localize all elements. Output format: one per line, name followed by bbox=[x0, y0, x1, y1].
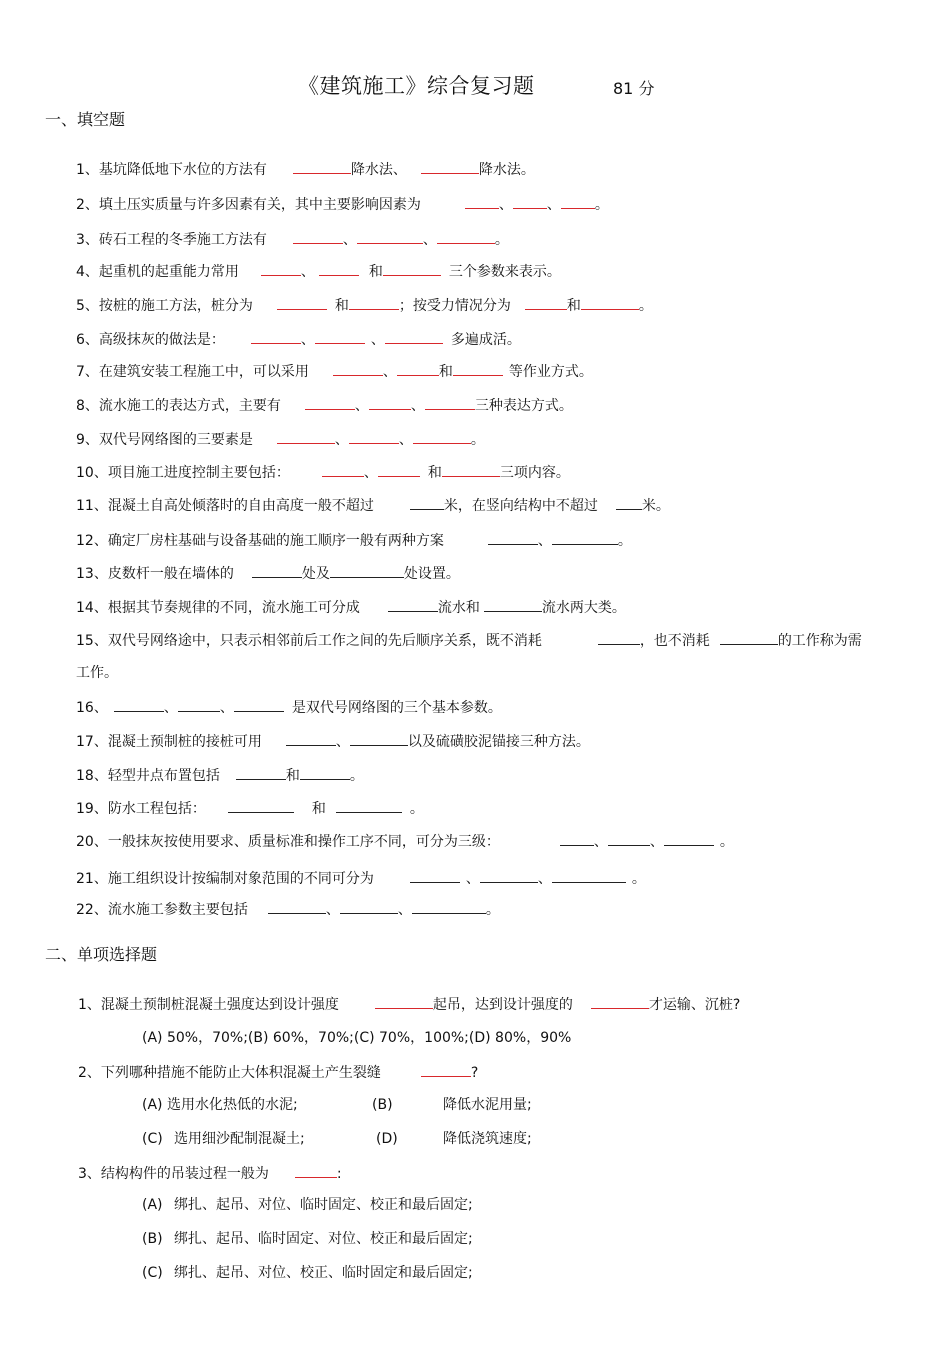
answer-blank[interactable] bbox=[236, 764, 286, 780]
answer-blank[interactable] bbox=[388, 596, 438, 612]
question-text: 14、根据其节奏规律的不同，流水施工可分成 bbox=[76, 600, 360, 616]
question-4 bbox=[76, 260, 561, 282]
answer-blank[interactable] bbox=[333, 360, 383, 376]
question-text: 降水法。 bbox=[478, 162, 535, 178]
question-text: 。 bbox=[631, 871, 646, 887]
question-15-continuation bbox=[76, 663, 118, 683]
answer-blank[interactable] bbox=[413, 428, 471, 444]
answer-blank[interactable] bbox=[268, 898, 326, 914]
answer-blank[interactable] bbox=[608, 830, 650, 846]
answer-blank[interactable] bbox=[561, 193, 595, 209]
question-text: 3、结构构件的吊装过程一般为 bbox=[78, 1166, 269, 1182]
answer-blank[interactable] bbox=[315, 328, 365, 344]
answer-blank[interactable] bbox=[480, 867, 538, 883]
question-text: 处设置。 bbox=[403, 566, 460, 582]
answer-blank[interactable] bbox=[421, 158, 479, 174]
answer-blank[interactable] bbox=[330, 562, 404, 578]
question-text: 10、项目施工进度控制主要包括： bbox=[76, 465, 290, 481]
answer-blank[interactable] bbox=[286, 730, 336, 746]
answer-blank[interactable] bbox=[720, 629, 778, 645]
choice-question-2 bbox=[78, 1061, 478, 1083]
question-text: 、 bbox=[325, 902, 340, 918]
option-d[interactable]: (D) 80% bbox=[468, 1030, 527, 1046]
question-18 bbox=[76, 764, 364, 786]
question-text: 、 bbox=[398, 432, 413, 448]
answer-blank[interactable] bbox=[349, 428, 399, 444]
question-text: 、 bbox=[546, 197, 561, 213]
answer-blank[interactable] bbox=[552, 529, 618, 545]
question-text: 三种表达方式。 bbox=[474, 398, 573, 414]
question-10 bbox=[76, 461, 570, 483]
answer-blank[interactable] bbox=[437, 228, 495, 244]
question-text: 。 bbox=[494, 232, 509, 248]
answer-blank[interactable] bbox=[513, 193, 547, 209]
option-c-sep: ， bbox=[410, 1030, 425, 1046]
question-text: 、 bbox=[334, 432, 349, 448]
section-heading-single-choice: 二、单项选择题 bbox=[45, 945, 158, 964]
question-text: ，也不消耗 bbox=[639, 633, 710, 649]
question-text: 4、起重机的起重能力常用 bbox=[76, 264, 239, 280]
choice-2-option-d-label[interactable]: (D) bbox=[376, 1131, 398, 1147]
question-text: 16、 bbox=[76, 700, 108, 716]
question-text: 、 bbox=[537, 871, 552, 887]
question-text: 。 bbox=[594, 197, 609, 213]
question-text: 5、按桩的施工方法，桩分为 bbox=[76, 298, 253, 314]
answer-blank[interactable] bbox=[383, 260, 441, 276]
question-text: 和 bbox=[334, 298, 349, 314]
answer-blank[interactable] bbox=[295, 1162, 337, 1178]
question-5 bbox=[76, 294, 653, 316]
question-text: 2、下列哪种措施不能防止大体积混凝土产生裂缝 bbox=[78, 1065, 381, 1081]
question-text: 12、确定厂房柱基础与设备基础的施工顺序一般有两种方案 bbox=[76, 533, 444, 549]
question-text: 22、流水施工参数主要包括 bbox=[76, 902, 248, 918]
question-text: 三个参数来表示。 bbox=[448, 264, 561, 280]
question-text: 、 bbox=[397, 902, 412, 918]
question-text: 、 bbox=[649, 834, 664, 850]
question-text: 15、双代号网络途中，只表示相邻前后工作之间的先后顺序关系，既不消耗 bbox=[76, 633, 542, 649]
question-6 bbox=[76, 328, 521, 350]
question-text: 1、混凝土预制桩混凝土强度达到设计强度 bbox=[78, 997, 339, 1013]
answer-blank[interactable] bbox=[261, 260, 301, 276]
answer-blank[interactable] bbox=[412, 898, 486, 914]
answer-blank[interactable] bbox=[442, 461, 500, 477]
question-11 bbox=[76, 494, 670, 516]
option-a[interactable]: (A) 50%， bbox=[142, 1030, 213, 1046]
question-text: 、 bbox=[163, 700, 178, 716]
question-text: ? bbox=[470, 1065, 479, 1081]
choice-3-option-b-label[interactable]: (B) bbox=[142, 1231, 163, 1247]
question-text: 流水和 bbox=[437, 600, 480, 616]
answer-blank[interactable] bbox=[410, 867, 460, 883]
question-text: 20、一般抹灰按使用要求、质量标准和操作工序不同，可分为三级： bbox=[76, 834, 500, 850]
section-heading-fill-blank: 一、填空题 bbox=[45, 110, 126, 129]
question-8 bbox=[76, 394, 573, 416]
question-16 bbox=[76, 696, 502, 718]
question-1 bbox=[76, 158, 535, 180]
choice-2-option-b-label[interactable]: (B) bbox=[372, 1097, 393, 1113]
answer-blank[interactable] bbox=[251, 328, 301, 344]
answer-blank[interactable] bbox=[340, 898, 398, 914]
option-d-value: 90% bbox=[540, 1030, 572, 1046]
question-text: 。 bbox=[638, 298, 653, 314]
answer-blank[interactable] bbox=[465, 193, 499, 209]
question-text: 、 bbox=[498, 197, 513, 213]
choice-2-option-a[interactable]: (A) 选用水化热低的水泥; bbox=[142, 1097, 298, 1113]
choice-3-option-b: 绑扎、起吊、临时固定、对位、校正和最后固定; bbox=[174, 1231, 473, 1247]
answer-blank[interactable] bbox=[488, 529, 538, 545]
question-13 bbox=[76, 562, 460, 584]
choice-3-option-c: 绑扎、起吊、对位、校正、临时固定和最后固定; bbox=[174, 1265, 473, 1281]
question-text: 、 bbox=[219, 700, 234, 716]
answer-blank[interactable] bbox=[252, 562, 302, 578]
question-text: 7、在建筑安装工程施工中，可以采用 bbox=[76, 364, 309, 380]
choice-question-3 bbox=[78, 1162, 342, 1184]
answer-blank[interactable] bbox=[319, 260, 359, 276]
question-text: 三项内容。 bbox=[499, 465, 570, 481]
question-3 bbox=[76, 228, 509, 250]
answer-blank[interactable] bbox=[293, 158, 351, 174]
question-19 bbox=[76, 797, 424, 819]
question-text: 工作。 bbox=[76, 665, 118, 681]
choice-3-option-a-label[interactable]: (A) bbox=[142, 1197, 163, 1213]
answer-blank[interactable] bbox=[369, 394, 411, 410]
answer-blank[interactable] bbox=[560, 830, 594, 846]
question-text: 和 bbox=[311, 801, 326, 817]
question-text: 。 bbox=[470, 432, 485, 448]
question-text: 、 bbox=[300, 264, 315, 280]
question-text: 等作业方式。 bbox=[508, 364, 593, 380]
option-c[interactable]: (C) 70% bbox=[353, 1030, 411, 1046]
question-text: 多遍成活。 bbox=[450, 332, 521, 348]
option-b[interactable]: (B) 60% bbox=[247, 1030, 305, 1046]
question-12 bbox=[76, 529, 632, 551]
answer-blank[interactable] bbox=[357, 228, 423, 244]
question-text: 降水法、 bbox=[350, 162, 407, 178]
question-text: 和 bbox=[566, 298, 581, 314]
answer-blank[interactable] bbox=[114, 696, 164, 712]
question-text: 、 bbox=[335, 734, 350, 750]
answer-blank[interactable] bbox=[664, 830, 714, 846]
question-14 bbox=[76, 596, 626, 618]
question-text: 1、基坑降低地下水位的方法有 bbox=[76, 162, 267, 178]
choice-1-options bbox=[142, 1028, 571, 1048]
answer-blank[interactable] bbox=[581, 294, 639, 310]
question-20 bbox=[76, 830, 734, 852]
choice-3-option-c-label[interactable]: (C) bbox=[142, 1265, 163, 1281]
question-9 bbox=[76, 428, 485, 450]
answer-blank[interactable] bbox=[300, 764, 350, 780]
question-text: 米。 bbox=[641, 498, 670, 514]
answer-blank[interactable] bbox=[525, 294, 567, 310]
question-text: 和 bbox=[427, 465, 442, 481]
question-15 bbox=[76, 629, 862, 651]
answer-blank[interactable] bbox=[336, 797, 402, 813]
question-text: 。 bbox=[485, 902, 500, 918]
page-title: 《建筑施工》综合复习题 bbox=[298, 74, 535, 98]
answer-blank[interactable] bbox=[453, 360, 503, 376]
question-text: 流水两大类。 bbox=[541, 600, 626, 616]
question-text: 21、施工组织设计按编制对象范围的不同可分为 bbox=[76, 871, 374, 887]
choice-question-1 bbox=[78, 993, 740, 1015]
question-text: 处及 bbox=[301, 566, 330, 582]
question-text: 。 bbox=[719, 834, 734, 850]
question-text: 2、填土压实质量与许多因素有关，其中主要影响因素为 bbox=[76, 197, 421, 213]
question-text: 6、高级抹灰的做法是： bbox=[76, 332, 225, 348]
question-text: 、 bbox=[363, 465, 378, 481]
answer-blank[interactable] bbox=[305, 394, 355, 410]
answer-blank[interactable] bbox=[228, 797, 294, 813]
question-text: 米，在竖向结构中不超过 bbox=[443, 498, 598, 514]
question-text: 是双代号网络图的三个基本参数。 bbox=[291, 700, 502, 716]
question-text: 19、防水工程包括： bbox=[76, 801, 206, 817]
answer-blank[interactable] bbox=[421, 1061, 471, 1077]
question-text: 、 bbox=[382, 364, 397, 380]
question-text: ；按受力情况分为 bbox=[398, 298, 511, 314]
question-text: 13、皮数杆一般在墙体的 bbox=[76, 566, 234, 582]
choice-2-option-c-label[interactable]: (C) bbox=[142, 1131, 163, 1147]
question-text: 和 bbox=[285, 768, 300, 784]
question-text: 3、砖石工程的冬季施工方法有 bbox=[76, 232, 267, 248]
question-7 bbox=[76, 360, 593, 382]
question-text: 才运输、沉桩? bbox=[648, 997, 741, 1013]
answer-blank[interactable] bbox=[277, 428, 335, 444]
answer-blank[interactable] bbox=[616, 494, 642, 510]
question-22 bbox=[76, 898, 500, 920]
answer-blank[interactable] bbox=[385, 328, 443, 344]
answer-blank[interactable] bbox=[375, 993, 433, 1009]
question-2 bbox=[76, 193, 609, 215]
question-text: 11、混凝土自高处倾落时的自由高度一般不超过 bbox=[76, 498, 374, 514]
score-label: 81 分 bbox=[613, 79, 655, 98]
question-text: 、 bbox=[593, 834, 608, 850]
option-a-value: 70%; bbox=[212, 1030, 248, 1046]
choice-2-option-b: 降低水泥用量; bbox=[443, 1097, 532, 1113]
question-text: 、 bbox=[342, 232, 357, 248]
option-d-sep: ， bbox=[526, 1030, 541, 1046]
answer-blank[interactable] bbox=[378, 461, 420, 477]
question-text: 、 bbox=[537, 533, 552, 549]
choice-3-option-a: 绑扎、起吊、对位、临时固定、校正和最后固定; bbox=[174, 1197, 473, 1213]
option-c-value: 100%; bbox=[424, 1030, 469, 1046]
question-text: 、 bbox=[465, 871, 480, 887]
question-text: 、 bbox=[422, 232, 437, 248]
answer-blank[interactable] bbox=[397, 360, 439, 376]
question-17 bbox=[76, 730, 590, 752]
question-text: 9、双代号网络图的三要素是 bbox=[76, 432, 253, 448]
answer-blank[interactable] bbox=[410, 494, 444, 510]
option-b-value: 70%; bbox=[318, 1030, 354, 1046]
question-text: 、 bbox=[410, 398, 425, 414]
answer-blank[interactable] bbox=[484, 596, 542, 612]
question-text: 、 bbox=[370, 332, 385, 348]
answer-blank[interactable] bbox=[234, 696, 284, 712]
answer-blank[interactable] bbox=[349, 294, 399, 310]
question-text: 17、混凝土预制桩的接桩可用 bbox=[76, 734, 262, 750]
answer-blank[interactable] bbox=[552, 867, 626, 883]
answer-blank[interactable] bbox=[277, 294, 327, 310]
question-text: 起吊，达到设计强度的 bbox=[432, 997, 573, 1013]
question-text: 8、流水施工的表达方式，主要有 bbox=[76, 398, 281, 414]
question-text: 。 bbox=[617, 533, 632, 549]
question-text: 的工作称为需 bbox=[777, 633, 862, 649]
answer-blank[interactable] bbox=[293, 228, 343, 244]
option-b-sep: ， bbox=[304, 1030, 319, 1046]
question-21 bbox=[76, 867, 646, 889]
choice-2-option-c: 选用细沙配制混凝土; bbox=[174, 1131, 305, 1147]
question-text: : bbox=[336, 1166, 342, 1182]
answer-blank[interactable] bbox=[322, 461, 364, 477]
question-text: 以及硫磺胶泥锚接三种方法。 bbox=[407, 734, 590, 750]
answer-blank[interactable] bbox=[591, 993, 649, 1009]
answer-blank[interactable] bbox=[598, 629, 640, 645]
choice-2-option-d: 降低浇筑速度; bbox=[443, 1131, 532, 1147]
question-text: 。 bbox=[409, 801, 424, 817]
answer-blank[interactable] bbox=[425, 394, 475, 410]
answer-blank[interactable] bbox=[350, 730, 408, 746]
question-text: 。 bbox=[349, 768, 364, 784]
question-text: 、 bbox=[354, 398, 369, 414]
answer-blank[interactable] bbox=[178, 696, 220, 712]
question-text: 和 bbox=[438, 364, 453, 380]
question-text: 和 bbox=[368, 264, 383, 280]
question-text: 、 bbox=[300, 332, 315, 348]
question-text: 18、轻型井点布置包括 bbox=[76, 768, 220, 784]
